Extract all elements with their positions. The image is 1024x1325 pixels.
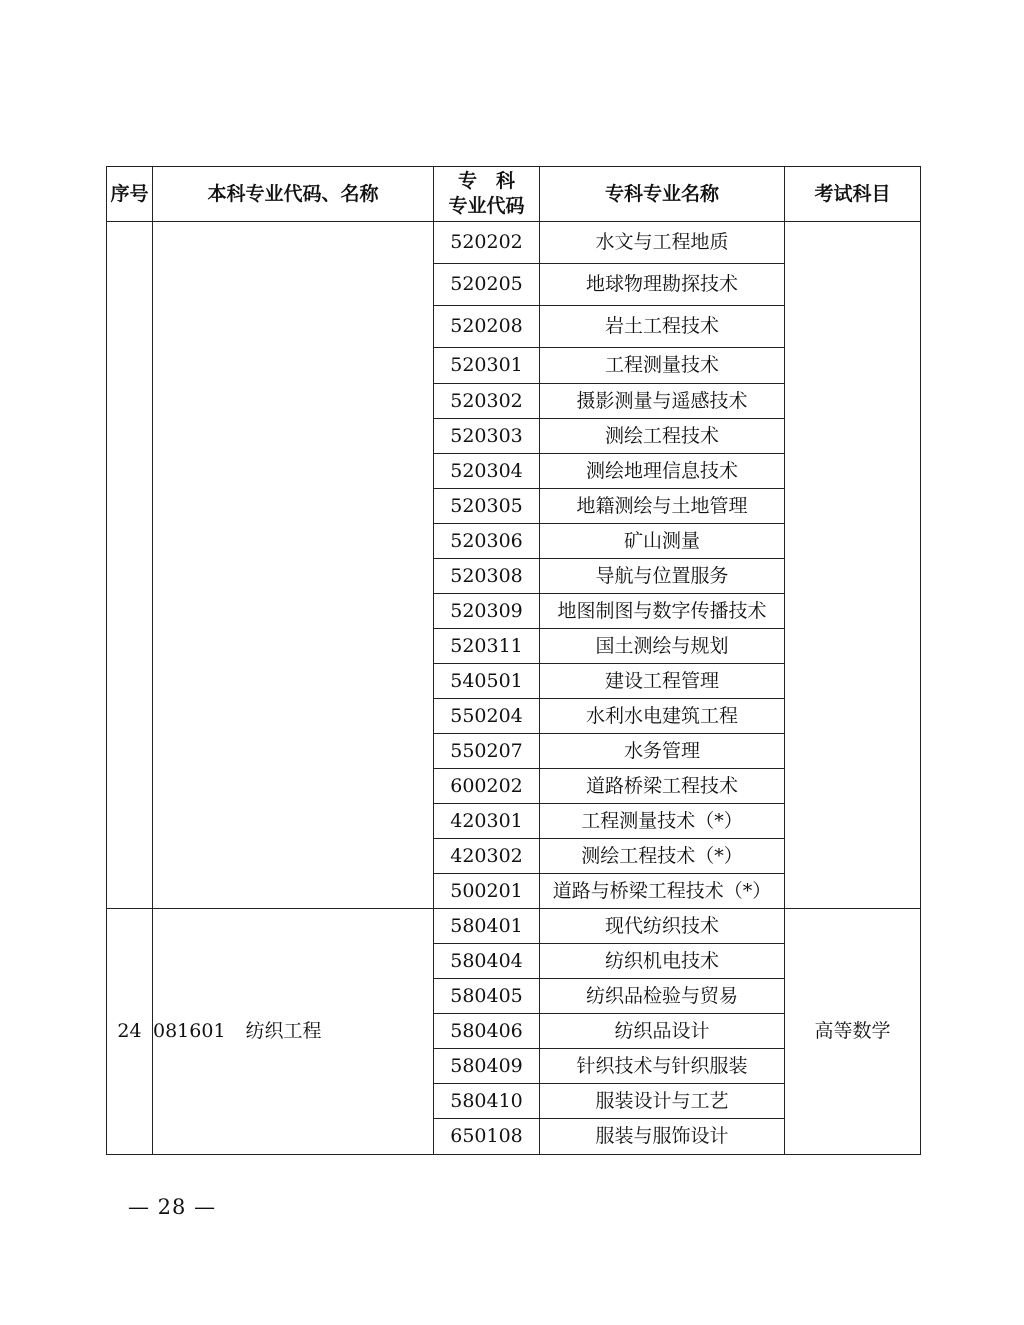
header-junior-code-line1: 专 科	[457, 170, 515, 192]
junior-code: 520202	[434, 222, 540, 264]
junior-name: 道路与桥梁工程技术（*）	[540, 874, 785, 909]
junior-code: 540501	[434, 664, 540, 699]
junior-code: 520308	[434, 559, 540, 594]
junior-code: 600202	[434, 769, 540, 804]
exam-subject: 高等数学	[785, 909, 921, 1155]
majors-table	[106, 166, 921, 1155]
junior-code: 520309	[434, 594, 540, 629]
header-seq: 序号	[107, 167, 153, 222]
header-row	[107, 167, 921, 222]
header-undergrad: 本科专业代码、名称	[153, 167, 434, 222]
junior-name: 地图制图与数字传播技术	[540, 594, 785, 629]
exam-cell-empty	[785, 222, 921, 909]
junior-code: 580409	[434, 1049, 540, 1084]
junior-code: 550207	[434, 734, 540, 769]
junior-name: 测绘地理信息技术	[540, 454, 785, 489]
table-row	[107, 909, 921, 944]
junior-name: 服装设计与工艺	[540, 1084, 785, 1119]
junior-name: 纺织机电技术	[540, 944, 785, 979]
junior-code: 420302	[434, 839, 540, 874]
junior-name: 测绘工程技术	[540, 419, 785, 454]
junior-code: 580410	[434, 1084, 540, 1119]
junior-name: 矿山测量	[540, 524, 785, 559]
junior-name: 道路桥梁工程技术	[540, 769, 785, 804]
header-junior-name: 专科专业名称	[540, 167, 785, 222]
junior-name: 建设工程管理	[540, 664, 785, 699]
junior-code: 580404	[434, 944, 540, 979]
junior-code: 520305	[434, 489, 540, 524]
undergrad-name: 纺织工程	[245, 1020, 322, 1043]
junior-name: 水文与工程地质	[540, 222, 785, 264]
junior-code: 520302	[434, 384, 540, 419]
seq-cell-empty	[107, 222, 153, 909]
seq-number: 24	[107, 909, 153, 1155]
junior-name: 纺织品检验与贸易	[540, 979, 785, 1014]
junior-code: 580405	[434, 979, 540, 1014]
junior-name: 工程测量技术（*）	[540, 804, 785, 839]
junior-name: 针织技术与针织服装	[540, 1049, 785, 1084]
junior-code: 580401	[434, 909, 540, 944]
junior-name: 水利水电建筑工程	[540, 699, 785, 734]
junior-code: 650108	[434, 1119, 540, 1155]
junior-code: 520208	[434, 306, 540, 348]
header-junior-code	[434, 167, 540, 222]
junior-code: 580406	[434, 1014, 540, 1049]
junior-code: 500201	[434, 874, 540, 909]
table-row	[107, 222, 921, 264]
junior-name: 水务管理	[540, 734, 785, 769]
junior-name: 现代纺织技术	[540, 909, 785, 944]
header-exam: 考试科目	[785, 167, 921, 222]
junior-name: 岩土工程技术	[540, 306, 785, 348]
junior-name: 地球物理勘探技术	[540, 264, 785, 306]
junior-code: 520205	[434, 264, 540, 306]
junior-name: 地籍测绘与土地管理	[540, 489, 785, 524]
page-number: — 28 —	[128, 1195, 217, 1219]
junior-code: 520304	[434, 454, 540, 489]
undergrad-cell-empty	[153, 222, 434, 909]
junior-name: 导航与位置服务	[540, 559, 785, 594]
undergrad-major	[153, 909, 434, 1155]
junior-name: 纺织品设计	[540, 1014, 785, 1049]
undergrad-code: 081601	[153, 1020, 226, 1043]
junior-code: 520301	[434, 348, 540, 384]
junior-code: 550204	[434, 699, 540, 734]
junior-name: 服装与服饰设计	[540, 1119, 785, 1155]
junior-name: 测绘工程技术（*）	[540, 839, 785, 874]
junior-code: 520306	[434, 524, 540, 559]
junior-name: 国土测绘与规划	[540, 629, 785, 664]
junior-code: 420301	[434, 804, 540, 839]
junior-name: 摄影测量与遥感技术	[540, 384, 785, 419]
junior-name: 工程测量技术	[540, 348, 785, 384]
header-junior-code-line2: 专业代码	[448, 195, 525, 217]
junior-code: 520311	[434, 629, 540, 664]
junior-code: 520303	[434, 419, 540, 454]
